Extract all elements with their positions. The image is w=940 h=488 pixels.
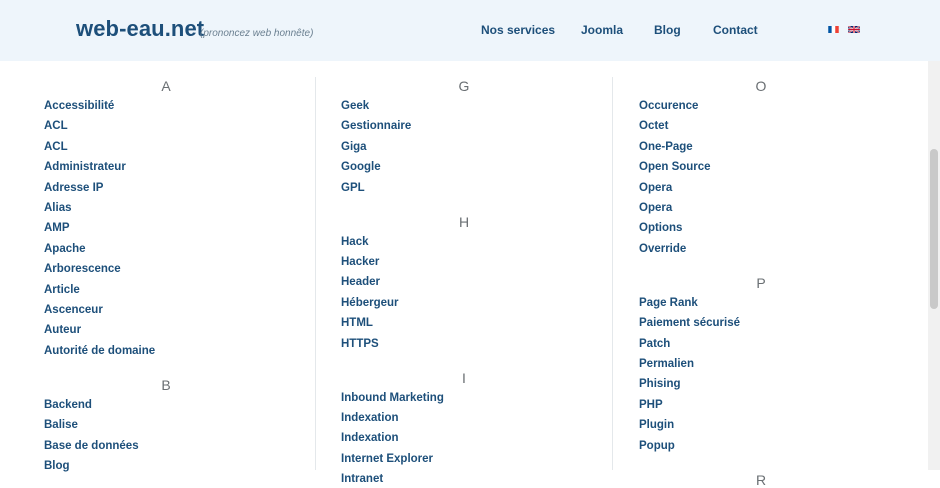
glossary-term-link[interactable]: PHP xyxy=(639,398,663,411)
glossary-term-link[interactable]: Paiement sécurisé xyxy=(639,317,741,330)
letter-heading-h: H xyxy=(458,213,470,230)
glossary-term-link[interactable]: Inbound Marketing xyxy=(341,391,444,404)
glossary-term-link[interactable]: Auteur xyxy=(44,324,82,337)
site-logo[interactable]: web-eau.net xyxy=(76,16,205,41)
glossary-term-link[interactable]: Gestionnaire xyxy=(341,120,412,133)
letter-heading-a: A xyxy=(161,78,171,94)
glossary-term-link[interactable]: Apache xyxy=(44,242,86,255)
flag-fr-icon[interactable] xyxy=(828,26,839,33)
letter-heading-i: I xyxy=(462,369,466,386)
glossary-term-link[interactable]: Options xyxy=(639,222,683,235)
glossary-term-link[interactable]: Ascenceur xyxy=(44,304,103,316)
glossary-term-link[interactable]: Opera xyxy=(639,202,673,214)
scrollbar-thumb[interactable] xyxy=(930,149,938,309)
glossary-term-link[interactable]: Geek xyxy=(341,100,370,112)
letter-heading-b: B xyxy=(161,376,171,393)
glossary-term-link[interactable]: Intranet xyxy=(341,473,384,486)
glossary-term-link[interactable]: Header xyxy=(341,276,380,289)
glossary-term-link[interactable]: GPL xyxy=(341,181,365,194)
nav-item-blog[interactable]: Blog xyxy=(654,23,681,37)
letter-heading-g: G xyxy=(458,78,470,94)
nav-item-services[interactable]: Nos services xyxy=(481,23,556,37)
glossary-term-link[interactable]: Base de données xyxy=(44,439,139,452)
glossary-term-link[interactable]: Popup xyxy=(639,439,675,452)
nav-item-joomla[interactable]: Joomla xyxy=(581,23,624,37)
glossary-term-link[interactable]: Permalien xyxy=(639,358,694,370)
glossary-term-link[interactable]: Backend xyxy=(44,398,92,411)
site-header xyxy=(0,0,940,61)
glossary-term-link[interactable]: Indexation xyxy=(341,412,399,424)
glossary-term-link[interactable]: Override xyxy=(639,242,687,255)
letter-heading-p: P xyxy=(756,274,766,291)
glossary-term-link[interactable]: Occurence xyxy=(639,100,699,112)
glossary-term-link[interactable]: Hack xyxy=(341,235,369,248)
flag-uk-icon[interactable] xyxy=(848,26,859,33)
glossary-term-link[interactable]: Blog xyxy=(44,460,70,472)
glossary-term-link[interactable]: Indexation xyxy=(341,432,399,445)
glossary-term-link[interactable]: Arborescence xyxy=(44,263,121,276)
glossary-term-link[interactable]: ACL xyxy=(44,140,68,153)
glossary-term-link[interactable]: Article xyxy=(44,283,80,296)
glossary-term-link[interactable]: Google xyxy=(341,161,381,174)
column-divider xyxy=(612,77,613,470)
glossary-term-link[interactable]: Balise xyxy=(44,419,78,432)
glossary-term-link[interactable]: AMP xyxy=(44,222,70,235)
glossary-term-link[interactable]: Giga xyxy=(341,140,367,153)
glossary-term-link[interactable]: ACL xyxy=(44,120,68,133)
letter-heading-o: O xyxy=(755,78,767,94)
glossary-term-link[interactable]: HTML xyxy=(341,317,373,330)
glossary-term-link[interactable]: Hébergeur xyxy=(341,296,399,309)
glossary-term-link[interactable]: Opera xyxy=(639,181,673,194)
glossary-term-link[interactable]: Internet Explorer xyxy=(341,452,434,465)
site-tagline: (prononcez web honnête) xyxy=(200,28,314,39)
glossary-term-link[interactable]: Alias xyxy=(44,202,72,214)
glossary-term-link[interactable]: Adresse IP xyxy=(44,181,104,194)
glossary-term-link[interactable]: Hacker xyxy=(341,256,380,268)
glossary-term-link[interactable]: Autorité de domaine xyxy=(44,344,156,357)
glossary-term-link[interactable]: Plugin xyxy=(639,419,675,432)
glossary-term-link[interactable]: One-Page xyxy=(639,140,693,153)
column-divider xyxy=(315,77,316,470)
nav-item-contact[interactable]: Contact xyxy=(713,23,758,37)
glossary-term-link[interactable]: HTTPS xyxy=(341,337,379,350)
glossary-term-link[interactable]: Page Rank xyxy=(639,296,698,309)
scrollbar-track[interactable] xyxy=(928,61,940,470)
glossary-term-link[interactable]: Open Source xyxy=(639,161,711,174)
glossary-term-link[interactable]: Patch xyxy=(639,337,671,350)
glossary-term-link[interactable]: Administrateur xyxy=(44,161,126,174)
glossary-term-link[interactable]: Accessibilité xyxy=(44,100,115,112)
letter-heading-r: R xyxy=(755,471,767,488)
glossary-term-link[interactable]: Octet xyxy=(639,120,669,133)
glossary-term-link[interactable]: Phising xyxy=(639,378,681,391)
